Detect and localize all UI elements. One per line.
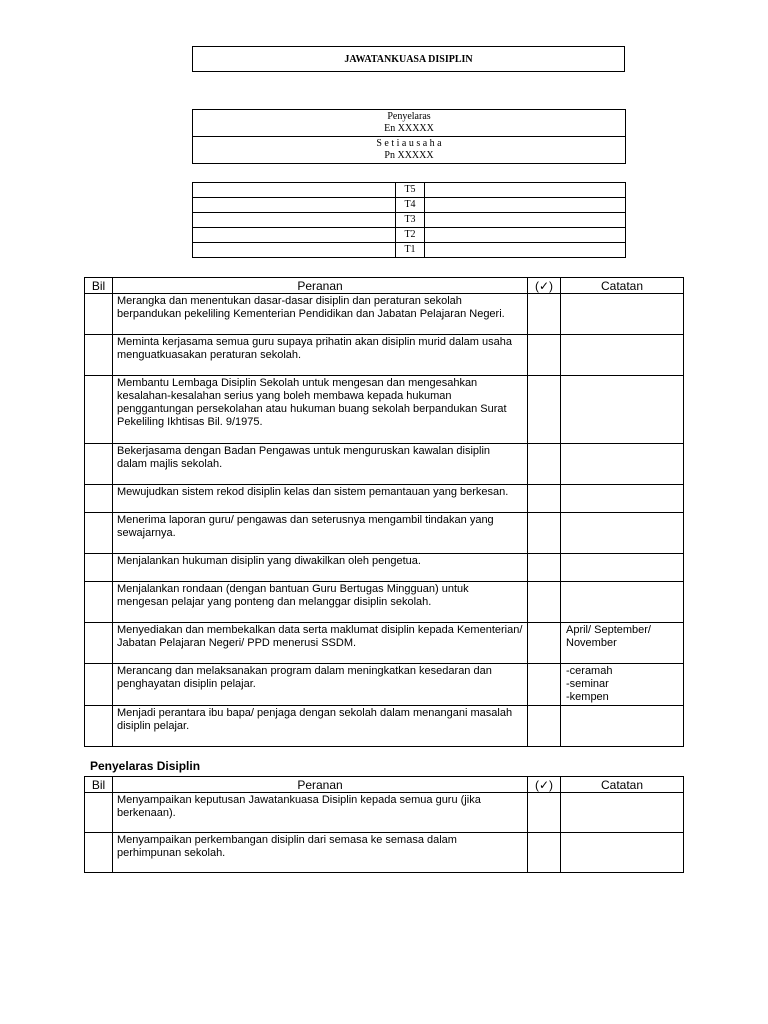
header-catatan: Catatan bbox=[561, 278, 684, 294]
officer-role: S e t i a u s a h a bbox=[376, 138, 442, 149]
role-text: Menerima laporan guru/ pengawas dan seterusnya mengambil tindakan yang sewajarnya. bbox=[113, 513, 528, 554]
committee-title-box bbox=[192, 46, 625, 72]
bil-cell bbox=[85, 582, 113, 623]
header-check: (✓) bbox=[528, 777, 561, 793]
note-cell bbox=[561, 582, 684, 623]
form-left-cell bbox=[193, 228, 396, 243]
role-text: Merancang dan melaksanakan program dalam meningkatkan kesedaran dan penghayatan disiplin pelajar. bbox=[113, 664, 528, 706]
bil-cell bbox=[85, 623, 113, 664]
role-row bbox=[85, 513, 684, 554]
role-text: Menjadi perantara ibu bapa/ penjaga dengan sekolah dalam menangani masalah disiplin pelajar. bbox=[113, 706, 528, 747]
bil-cell bbox=[85, 376, 113, 444]
role-row bbox=[85, 294, 684, 335]
role-text: Merangka dan menentukan dasar-dasar disiplin dan peraturan sekolah berpandukan pekeliling Kementerian Pendidikan dan Jabatan Pelajaran Negeri. bbox=[113, 294, 528, 335]
form-level-table bbox=[192, 182, 626, 258]
role-text: Menyampaikan keputusan Jawatankuasa Disiplin kepada semua guru (jika berkenaan). bbox=[113, 793, 528, 833]
note-cell bbox=[561, 485, 684, 513]
role-text: Bekerjasama dengan Badan Pengawas untuk menguruskan kawalan disiplin dalam majlis sekolah. bbox=[113, 444, 528, 485]
role-text: Membantu Lembaga Disiplin Sekolah untuk mengesan dan mengesahkan kesalahan-kesalahan serius yang boleh membawa kepada hukuman penggantungan persekolahan atau hukuman buang sekolah berpandukan Surat Pekeliling Ikhtisas Bil. 9/1975. bbox=[113, 376, 528, 444]
form-left-cell bbox=[193, 243, 396, 258]
role-text: Meminta kerjasama semua guru supaya prihatin akan disiplin murid dalam usaha menguatkuasakan peraturan sekolah. bbox=[113, 335, 528, 376]
check-cell[interactable] bbox=[528, 444, 561, 485]
note-cell bbox=[561, 513, 684, 554]
check-cell[interactable] bbox=[528, 582, 561, 623]
committee-title: JAWATANKUASA DISIPLIN bbox=[344, 53, 473, 65]
note-cell: -ceramah -seminar -kempen bbox=[561, 664, 684, 706]
role-row bbox=[85, 444, 684, 485]
officer-table bbox=[192, 109, 626, 164]
header-bil: Bil bbox=[85, 278, 113, 294]
note-cell: April/ September/ November bbox=[561, 623, 684, 664]
note-cell bbox=[561, 444, 684, 485]
role-row bbox=[85, 582, 684, 623]
check-cell[interactable] bbox=[528, 376, 561, 444]
bil-cell bbox=[85, 335, 113, 376]
check-cell[interactable] bbox=[528, 485, 561, 513]
form-row bbox=[193, 243, 626, 258]
bil-cell bbox=[85, 294, 113, 335]
officer-name: En XXXXX bbox=[384, 123, 434, 134]
role-text: Mewujudkan sistem rekod disiplin kelas dan sistem pemantauan yang berkesan. bbox=[113, 485, 528, 513]
role-row bbox=[85, 335, 684, 376]
bil-cell bbox=[85, 664, 113, 706]
check-cell[interactable] bbox=[528, 623, 561, 664]
role-text: Menjalankan hukuman disiplin yang diwakilkan oleh pengetua. bbox=[113, 554, 528, 582]
role-row bbox=[85, 554, 684, 582]
officer-row bbox=[193, 137, 626, 164]
role-row bbox=[85, 793, 684, 833]
role-row bbox=[85, 833, 684, 873]
note-cell bbox=[561, 793, 684, 833]
form-right-cell bbox=[425, 183, 626, 198]
check-cell[interactable] bbox=[528, 335, 561, 376]
roles-header-row bbox=[85, 278, 684, 294]
role-row bbox=[85, 376, 684, 444]
form-row bbox=[193, 213, 626, 228]
check-cell[interactable] bbox=[528, 664, 561, 706]
form-label: T5 bbox=[396, 183, 425, 198]
bil-cell bbox=[85, 513, 113, 554]
check-cell[interactable] bbox=[528, 793, 561, 833]
form-row bbox=[193, 183, 626, 198]
officer-row bbox=[193, 110, 626, 137]
coordinator-roles-table bbox=[84, 776, 684, 873]
form-row bbox=[193, 198, 626, 213]
role-text: Menyediakan dan membekalkan data serta maklumat disiplin kepada Kementerian/ Jabatan Pelajaran Negeri/ PPD menerusi SSDM. bbox=[113, 623, 528, 664]
form-left-cell bbox=[193, 183, 396, 198]
form-row bbox=[193, 228, 626, 243]
bil-cell bbox=[85, 833, 113, 873]
officer-cell bbox=[193, 110, 626, 137]
form-left-cell bbox=[193, 213, 396, 228]
note-cell bbox=[561, 335, 684, 376]
form-label: T1 bbox=[396, 243, 425, 258]
role-text: Menjalankan rondaan (dengan bantuan Guru Bertugas Mingguan) untuk mengesan pelajar yang ponteng dan melanggar disiplin sekolah. bbox=[113, 582, 528, 623]
form-left-cell bbox=[193, 198, 396, 213]
officer-cell bbox=[193, 137, 626, 164]
note-cell bbox=[561, 554, 684, 582]
note-cell bbox=[561, 706, 684, 747]
form-right-cell bbox=[425, 198, 626, 213]
check-cell[interactable] bbox=[528, 706, 561, 747]
officer-role: Penyelaras bbox=[387, 111, 431, 122]
header-check: (✓) bbox=[528, 278, 561, 294]
role-row bbox=[85, 706, 684, 747]
form-label: T4 bbox=[396, 198, 425, 213]
officer-name: Pn XXXXX bbox=[384, 150, 434, 161]
header-peranan: Peranan bbox=[113, 777, 528, 793]
note-cell bbox=[561, 833, 684, 873]
note-cell bbox=[561, 294, 684, 335]
roles-table bbox=[84, 277, 684, 747]
coordinator-heading: Penyelaras Disiplin bbox=[90, 759, 201, 773]
header-catatan: Catatan bbox=[561, 777, 684, 793]
note-cell bbox=[561, 376, 684, 444]
check-cell[interactable] bbox=[528, 294, 561, 335]
check-cell[interactable] bbox=[528, 833, 561, 873]
form-right-cell bbox=[425, 243, 626, 258]
roles-header-row bbox=[85, 777, 684, 793]
role-row bbox=[85, 664, 684, 706]
role-row bbox=[85, 623, 684, 664]
bil-cell bbox=[85, 793, 113, 833]
check-cell[interactable] bbox=[528, 513, 561, 554]
bil-cell bbox=[85, 554, 113, 582]
bil-cell bbox=[85, 706, 113, 747]
check-cell[interactable] bbox=[528, 554, 561, 582]
bil-cell bbox=[85, 485, 113, 513]
role-text: Menyampaikan perkembangan disiplin dari semasa ke semasa dalam perhimpunan sekolah. bbox=[113, 833, 528, 873]
form-right-cell bbox=[425, 213, 626, 228]
role-row bbox=[85, 485, 684, 513]
header-bil: Bil bbox=[85, 777, 113, 793]
form-right-cell bbox=[425, 228, 626, 243]
bil-cell bbox=[85, 444, 113, 485]
header-peranan: Peranan bbox=[113, 278, 528, 294]
form-label: T2 bbox=[396, 228, 425, 243]
form-label: T3 bbox=[396, 213, 425, 228]
